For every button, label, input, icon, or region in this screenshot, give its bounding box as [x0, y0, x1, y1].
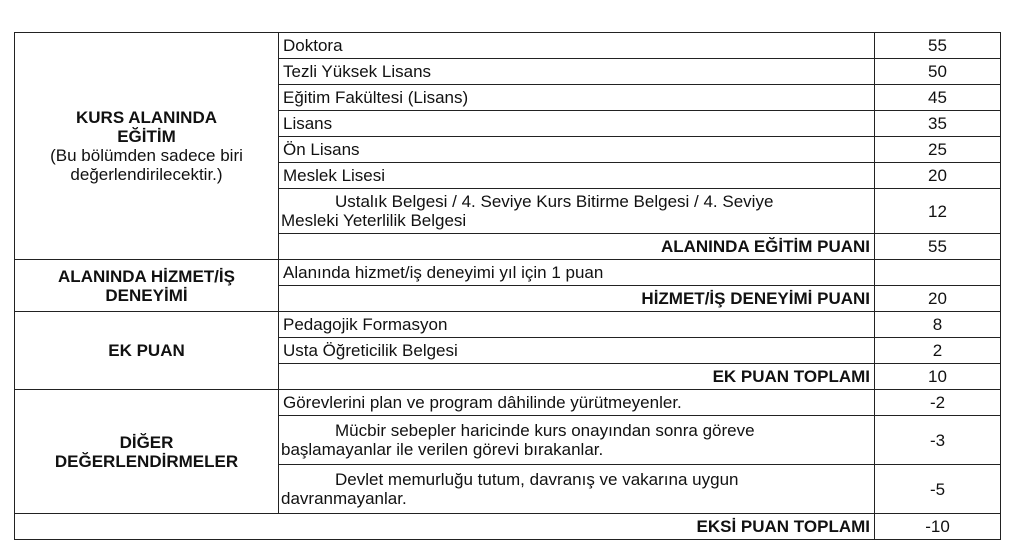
section-extra: EK PUAN [15, 312, 279, 390]
item-label: Usta Öğreticilik Belgesi [279, 338, 875, 364]
total-points: -10 [875, 514, 1001, 540]
item-points: 25 [875, 137, 1001, 163]
item-label: Alanında hizmet/iş deneyimi yıl için 1 puan [279, 260, 875, 286]
section-title: DENEYİMİ [105, 285, 188, 305]
item-label-line: Mücbir sebepler haricinde kurs onayından sonra göreve [335, 421, 755, 440]
item-label: Eğitim Fakültesi (Lisans) [279, 85, 875, 111]
item-label: Doktora [279, 33, 875, 59]
item-points: 55 [875, 33, 1001, 59]
item-points: -5 [875, 465, 1001, 514]
item-label-line: Ustalık Belgesi / 4. Seviye Kurs Bitirme Belgesi / 4. Seviye [335, 192, 774, 211]
item-points: 20 [875, 163, 1001, 189]
item-points [875, 260, 1001, 286]
total-points: 20 [875, 286, 1001, 312]
table-row [15, 260, 1001, 286]
total-points: 10 [875, 364, 1001, 390]
item-label: Ön Lisans [279, 137, 875, 163]
item-points: 2 [875, 338, 1001, 364]
section-experience [15, 260, 279, 312]
item-label [279, 189, 875, 234]
item-points: -3 [875, 416, 1001, 465]
item-label: Görevlerini plan ve program dâhilinde yürütmeyenler. [279, 390, 875, 416]
item-points: 45 [875, 85, 1001, 111]
scoring-table [14, 32, 1001, 540]
total-label: HİZMET/İŞ DENEYİMİ PUANI [279, 286, 875, 312]
section-title: DEĞERLENDİRMELER [54, 451, 239, 471]
item-points: -2 [875, 390, 1001, 416]
total-label: EK PUAN TOPLAMI [279, 364, 875, 390]
item-label-line: davranmayanlar. [281, 489, 407, 508]
item-label [279, 416, 875, 465]
section-title: EĞİTİM [117, 127, 176, 146]
section-title: DİĞER [119, 432, 174, 452]
total-points: 55 [875, 234, 1001, 260]
item-points: 8 [875, 312, 1001, 338]
item-label: Meslek Lisesi [279, 163, 875, 189]
item-label: Lisans [279, 111, 875, 137]
item-points: 35 [875, 111, 1001, 137]
item-label: Tezli Yüksek Lisans [279, 59, 875, 85]
section-title: KURS ALANINDA [75, 108, 218, 127]
section-other [15, 390, 279, 514]
item-label-line: Devlet memurluğu tutum, davranış ve vakarına uygun [335, 470, 739, 489]
item-label-line: Mesleki Yeterlilik Belgesi [281, 211, 467, 230]
item-label [279, 465, 875, 514]
table-row [15, 514, 1001, 540]
total-label: ALANINDA EĞİTİM PUANI [279, 234, 875, 260]
section-education [15, 33, 279, 260]
item-label-line: başlamayanlar ile verilen görevi bırakanlar. [281, 440, 604, 459]
total-label: EKSİ PUAN TOPLAMI [15, 514, 875, 540]
section-title: ALANINDA HİZMET/İŞ [58, 266, 235, 286]
section-note: (Bu bölümden sadece biri değerlendirilecektir.) [50, 146, 243, 184]
table-row [15, 390, 1001, 416]
table-row [15, 33, 1001, 59]
item-points: 50 [875, 59, 1001, 85]
table-row [15, 312, 1001, 338]
item-points: 12 [875, 189, 1001, 234]
item-label: Pedagojik Formasyon [279, 312, 875, 338]
